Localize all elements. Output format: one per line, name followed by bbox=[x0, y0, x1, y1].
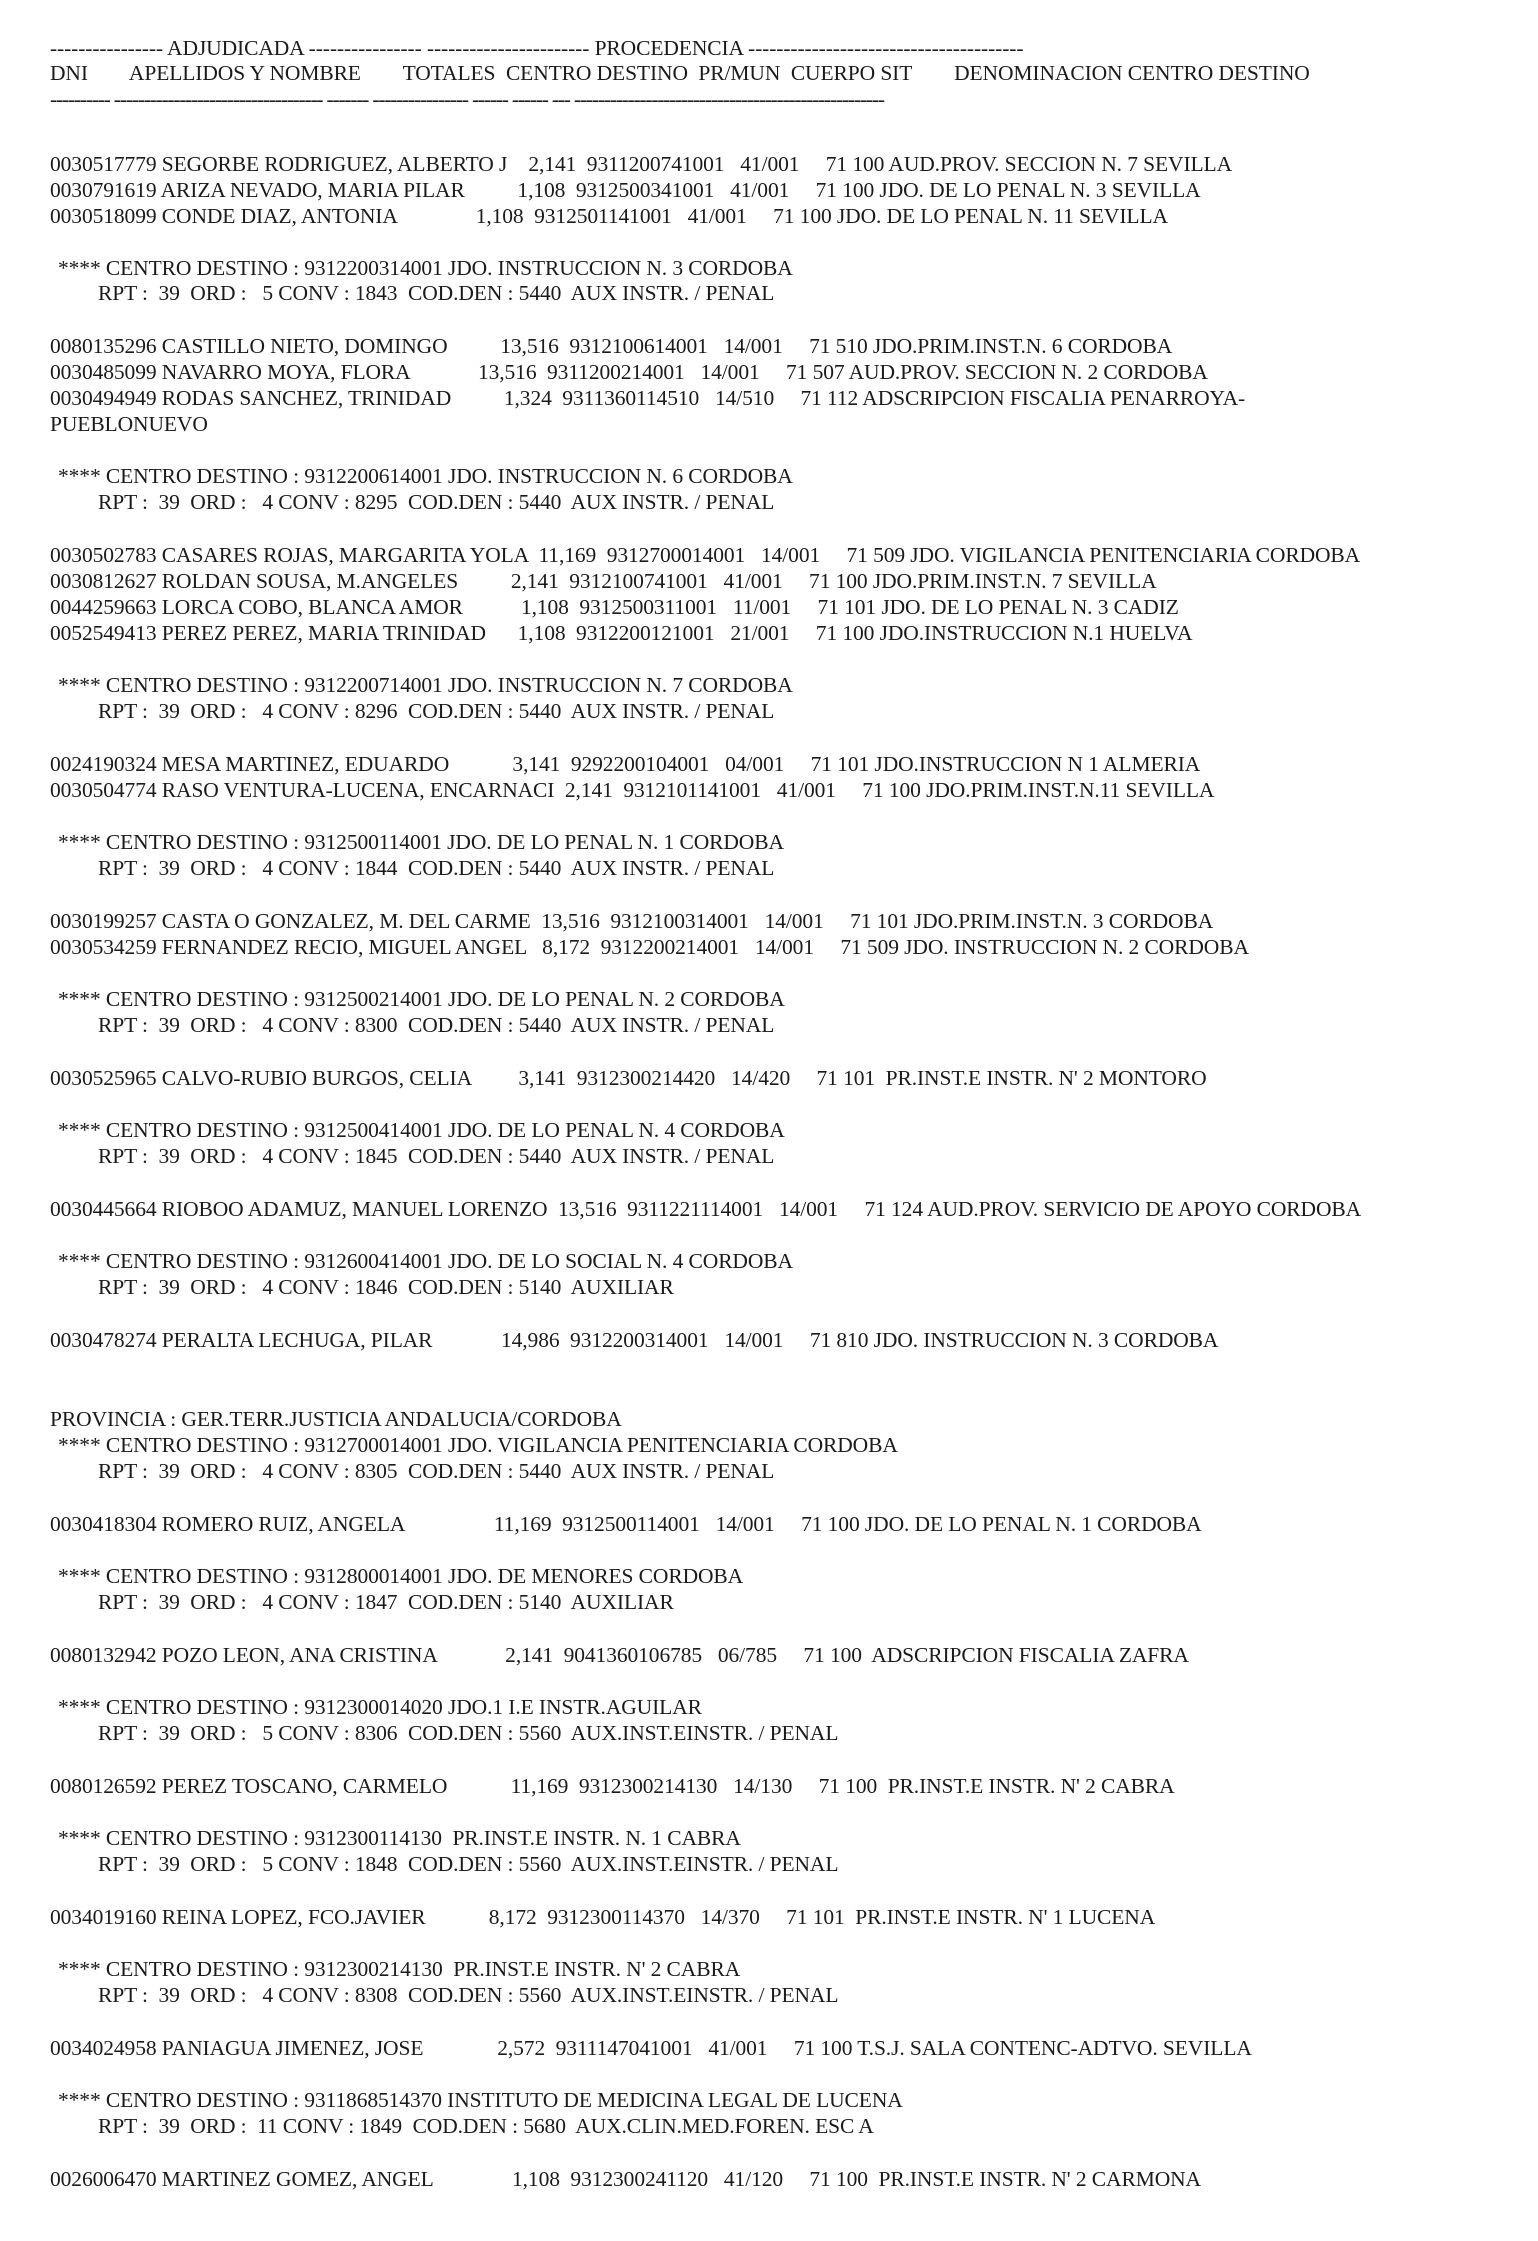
record-row: 0030485099 NAVARRO MOYA, FLORA 13,516 9311200214001 14/001 71 507 AUD.PROV. SECCION N. 2 CORDOBA bbox=[50, 360, 1208, 384]
record-row: 0024190324 MESA MARTINEZ, EDUARDO 3,141 9292200104001 04/001 71 101 JDO.INSTRUCCION N 1 ALMERIA bbox=[50, 752, 1201, 776]
centro-destino-heading: **** CENTRO DESTINO : 9312600414001 JDO. DE LO SOCIAL N. 4 CORDOBA bbox=[58, 1249, 793, 1273]
centro-destino-heading: **** CENTRO DESTINO : 9312300214130 PR.INST.E INSTR. N' 2 CABRA bbox=[58, 1957, 741, 1981]
rpt-line: RPT : 39 ORD : 5 CONV : 1848 COD.DEN : 5560 AUX.INST.EINSTR. / PENAL bbox=[98, 1852, 839, 1876]
record-row: 0080126592 PEREZ TOSCANO, CARMELO 11,169 9312300214130 14/130 71 100 PR.INST.E INSTR. N' 2 CABRA bbox=[50, 1774, 1175, 1798]
rpt-line: RPT : 39 ORD : 11 CONV : 1849 COD.DEN : 5680 AUX.CLIN.MED.FOREN. ESC A bbox=[98, 2114, 874, 2138]
centro-destino-heading: **** CENTRO DESTINO : 9312700014001 JDO. VIGILANCIA PENITENCIARIA CORDOBA bbox=[58, 1433, 898, 1457]
centro-destino-heading: **** CENTRO DESTINO : 9312800014001 JDO. DE MENORES CORDOBA bbox=[58, 1564, 744, 1588]
record-row: 0034024958 PANIAGUA JIMENEZ, JOSE 2,572 9311147041001 41/001 71 100 T.S.J. SALA CONTENC-ADTVO. SEVILLA bbox=[50, 2036, 1252, 2060]
rpt-line: RPT : 39 ORD : 4 CONV : 8300 COD.DEN : 5440 AUX INSTR. / PENAL bbox=[98, 1013, 775, 1037]
record-row: 0030478274 PERALTA LECHUGA, PILAR 14,986 9312200314001 14/001 71 810 JDO. INSTRUCCION N. 3 CORDOBA bbox=[50, 1328, 1219, 1352]
record-row: 0030517779 SEGORBE RODRIGUEZ, ALBERTO J 2,141 9311200741001 41/001 71 100 AUD.PROV. SECCION N. 7 SEVILLA bbox=[50, 152, 1233, 176]
rpt-line: RPT : 39 ORD : 4 CONV : 8295 COD.DEN : 5440 AUX INSTR. / PENAL bbox=[98, 490, 775, 514]
record-row: 0030518099 CONDE DIAZ, ANTONIA 1,108 9312501141001 41/001 71 100 JDO. DE LO PENAL N. 11 SEVILLA bbox=[50, 204, 1168, 228]
centro-destino-heading: **** CENTRO DESTINO : 9312200314001 JDO. INSTRUCCION N. 3 CORDOBA bbox=[58, 256, 793, 280]
record-row: 0030502783 CASARES ROJAS, MARGARITA YOLA 11,169 9312700014001 14/001 71 509 JDO. VIGILANCIA PENITENCIARIA CORDOBA bbox=[50, 543, 1361, 567]
rpt-line: RPT : 39 ORD : 4 CONV : 8308 COD.DEN : 5560 AUX.INST.EINSTR. / PENAL bbox=[98, 1983, 839, 2007]
header-top-rule: ---------------- ADJUDICADA ---------------- ----------------------- PROCEDENCIA --------------------------------------- bbox=[50, 36, 1024, 60]
record-row: 0030791619 ARIZA NEVADO, MARIA PILAR 1,108 9312500341001 41/001 71 100 JDO. DE LO PENAL N. 3 SEVILLA bbox=[50, 178, 1201, 202]
centro-destino-heading: **** CENTRO DESTINO : 9312300014020 JDO.1 I.E INSTR.AGUILAR bbox=[58, 1695, 702, 1719]
centro-destino-heading: **** CENTRO DESTINO : 9312500414001 JDO. DE LO PENAL N. 4 CORDOBA bbox=[58, 1118, 785, 1142]
record-row: 0030494949 RODAS SANCHEZ, TRINIDAD 1,324 9311360114510 14/510 71 112 ADSCRIPCION FISCALIA PENARROYA- bbox=[50, 386, 1246, 410]
centro-destino-heading: **** CENTRO DESTINO : 9312300114130 PR.INST.E INSTR. N. 1 CABRA bbox=[58, 1826, 741, 1850]
rpt-line: RPT : 39 ORD : 4 CONV : 1845 COD.DEN : 5440 AUX INSTR. / PENAL bbox=[98, 1144, 775, 1168]
header-bottom-rule: ---------- ----------------------------------- ------- ---------------- ------ ------ --- ---------------------------------------------------- bbox=[50, 87, 884, 111]
rpt-line: RPT : 39 ORD : 5 CONV : 8306 COD.DEN : 5560 AUX.INST.EINSTR. / PENAL bbox=[98, 1721, 839, 1745]
record-row: 0044259663 LORCA COBO, BLANCA AMOR 1,108 9312500311001 11/001 71 101 JDO. DE LO PENAL N. 3 CADIZ bbox=[50, 595, 1179, 619]
record-row: 0030445664 RIOBOO ADAMUZ, MANUEL LORENZO 13,516 9311221114001 14/001 71 124 AUD.PROV. SERVICIO DE APOYO CORDOBA bbox=[50, 1197, 1362, 1221]
centro-destino-heading: **** CENTRO DESTINO : 9312500214001 JDO. DE LO PENAL N. 2 CORDOBA bbox=[58, 987, 785, 1011]
record-row: 0080135296 CASTILLO NIETO, DOMINGO 13,516 9312100614001 14/001 71 510 JDO.PRIM.INST.N. 6 CORDOBA bbox=[50, 334, 1173, 358]
rpt-line: RPT : 39 ORD : 5 CONV : 1843 COD.DEN : 5440 AUX INSTR. / PENAL bbox=[98, 281, 775, 305]
record-row: 0030534259 FERNANDEZ RECIO, MIGUEL ANGEL 8,172 9312200214001 14/001 71 509 JDO. INSTRUCCION N. 2 CORDOBA bbox=[50, 935, 1249, 959]
rpt-line: RPT : 39 ORD : 4 CONV : 8305 COD.DEN : 5440 AUX INSTR. / PENAL bbox=[98, 1459, 775, 1483]
rpt-line: RPT : 39 ORD : 4 CONV : 8296 COD.DEN : 5440 AUX INSTR. / PENAL bbox=[98, 699, 775, 723]
record-row: 0030812627 ROLDAN SOUSA, M.ANGELES 2,141 9312100741001 41/001 71 100 JDO.PRIM.INST.N. 7 SEVILLA bbox=[50, 569, 1157, 593]
record-row: 0030525965 CALVO-RUBIO BURGOS, CELIA 3,141 9312300214420 14/420 71 101 PR.INST.E INSTR. N' 2 MONTORO bbox=[50, 1066, 1207, 1090]
centro-destino-heading: **** CENTRO DESTINO : 9312500114001 JDO. DE LO PENAL N. 1 CORDOBA bbox=[58, 830, 784, 854]
record-row: 0080132942 POZO LEON, ANA CRISTINA 2,141 9041360106785 06/785 71 100 ADSCRIPCION FISCALIA ZAFRA bbox=[50, 1643, 1189, 1667]
record-row: PUEBLONUEVO bbox=[50, 412, 208, 436]
centro-destino-heading: **** CENTRO DESTINO : 9312200614001 JDO. INSTRUCCION N. 6 CORDOBA bbox=[58, 464, 793, 488]
record-row: 0026006470 MARTINEZ GOMEZ, ANGEL 1,108 9312300241120 41/120 71 100 PR.INST.E INSTR. N' 2 CARMONA bbox=[50, 2167, 1201, 2191]
record-row: 0030504774 RASO VENTURA-LUCENA, ENCARNACI 2,141 9312101141001 41/001 71 100 JDO.PRIM.INST.N.11 SEVILLA bbox=[50, 778, 1215, 802]
record-row: 0052549413 PEREZ PEREZ, MARIA TRINIDAD 1,108 9312200121001 21/001 71 100 JDO.INSTRUCCION N.1 HUELVA bbox=[50, 621, 1193, 645]
record-row: 0030418304 ROMERO RUIZ, ANGELA 11,169 9312500114001 14/001 71 100 JDO. DE LO PENAL N. 1 CORDOBA bbox=[50, 1512, 1202, 1536]
provincia-heading: PROVINCIA : GER.TERR.JUSTICIA ANDALUCIA/CORDOBA bbox=[50, 1407, 622, 1431]
rpt-line: RPT : 39 ORD : 4 CONV : 1846 COD.DEN : 5140 AUXILIAR bbox=[98, 1275, 674, 1299]
rpt-line: RPT : 39 ORD : 4 CONV : 1847 COD.DEN : 5140 AUXILIAR bbox=[98, 1590, 674, 1614]
record-row: 0034019160 REINA LOPEZ, FCO.JAVIER 8,172 9312300114370 14/370 71 101 PR.INST.E INSTR. N' 1 LUCENA bbox=[50, 1905, 1156, 1929]
centro-destino-heading: **** CENTRO DESTINO : 9312200714001 JDO. INSTRUCCION N. 7 CORDOBA bbox=[58, 673, 793, 697]
column-headers: DNI APELLIDOS Y NOMBRE TOTALES CENTRO DESTINO PR/MUN CUERPO SIT DENOMINACION CENTRO DESTINO bbox=[50, 61, 1310, 85]
record-row: 0030199257 CASTA O GONZALEZ, M. DEL CARME 13,516 9312100314001 14/001 71 101 JDO.PRIM.INST.N. 3 CORDOBA bbox=[50, 909, 1214, 933]
centro-destino-heading: **** CENTRO DESTINO : 9311868514370 INSTITUTO DE MEDICINA LEGAL DE LUCENA bbox=[58, 2088, 903, 2112]
rpt-line: RPT : 39 ORD : 4 CONV : 1844 COD.DEN : 5440 AUX INSTR. / PENAL bbox=[98, 856, 775, 880]
